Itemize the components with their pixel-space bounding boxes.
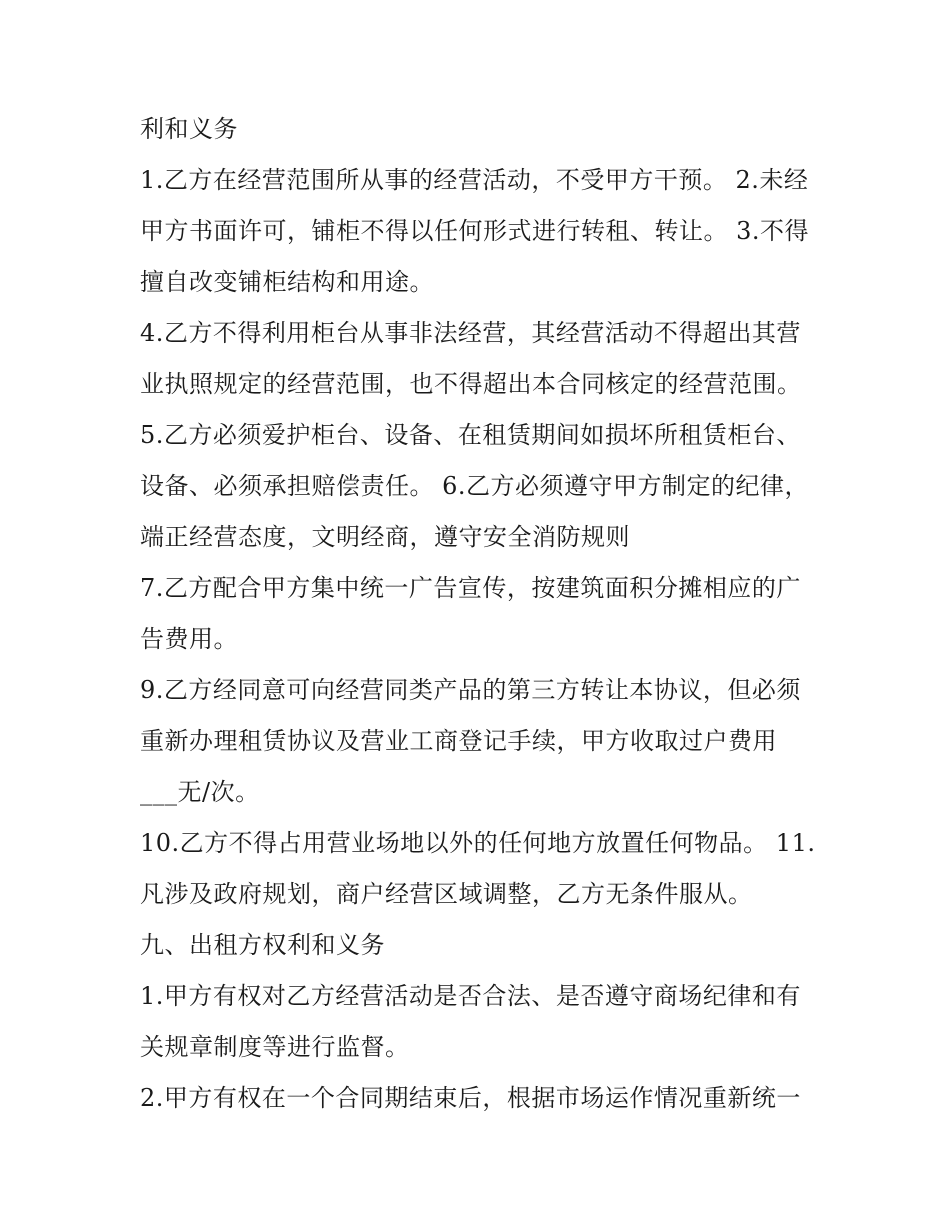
- text-line: ___无/次。: [140, 778, 260, 806]
- section-heading: 九、出租方权利和义务: [140, 931, 385, 959]
- text-line: 5.乙方必须爱护柜台、设备、在租赁期间如损坏所租赁柜台、: [140, 421, 801, 449]
- text-line: 凡涉及政府规划，商户经营区域调整，乙方无条件服从。: [140, 880, 753, 908]
- text-line: 重新办理租赁协议及营业工商登记手续，甲方收取过户费用: [140, 727, 777, 755]
- text-line: 1.甲方有权对乙方经营活动是否合法、是否遵守商场纪律和有: [140, 982, 801, 1010]
- text-line: 关规章制度等进行监督。: [140, 1033, 410, 1061]
- text-line: 9.乙方经同意可向经营同类产品的第三方转让本协议，但必须: [140, 676, 801, 704]
- text-line: 告费用。: [140, 625, 238, 653]
- document-body: [140, 104, 820, 1124]
- text-line: 4.乙方不得利用柜台从事非法经营，其经营活动不得超出其营: [140, 319, 801, 347]
- text-line: 7.乙方配合甲方集中统一广告宣传，按建筑面积分摊相应的广: [140, 574, 801, 602]
- text-line: 10.乙方不得占用营业场地以外的任何地方放置任何物品。 11.: [140, 829, 816, 857]
- text-line: 擅自改变铺柜结构和用途。: [140, 268, 434, 296]
- text-line: 甲方书面许可，铺柜不得以任何形式进行转租、转让。 3.不得: [140, 217, 810, 245]
- text-line: 端正经营态度，文明经商，遵守安全消防规则: [140, 523, 630, 551]
- text-line: 业执照规定的经营范围，也不得超出本合同核定的经营范围。: [140, 370, 802, 398]
- text-line: 设备、必须承担赔偿责任。 6.乙方必须遵守甲方制定的纪律，: [140, 472, 810, 500]
- section-heading-tail: 利和义务: [140, 115, 238, 143]
- text-line: 1.乙方在经营范围所从事的经营活动，不受甲方干预。 2.未经: [140, 166, 809, 194]
- text-line: 2.甲方有权在一个合同期结束后，根据市场运作情况重新统一: [140, 1084, 801, 1112]
